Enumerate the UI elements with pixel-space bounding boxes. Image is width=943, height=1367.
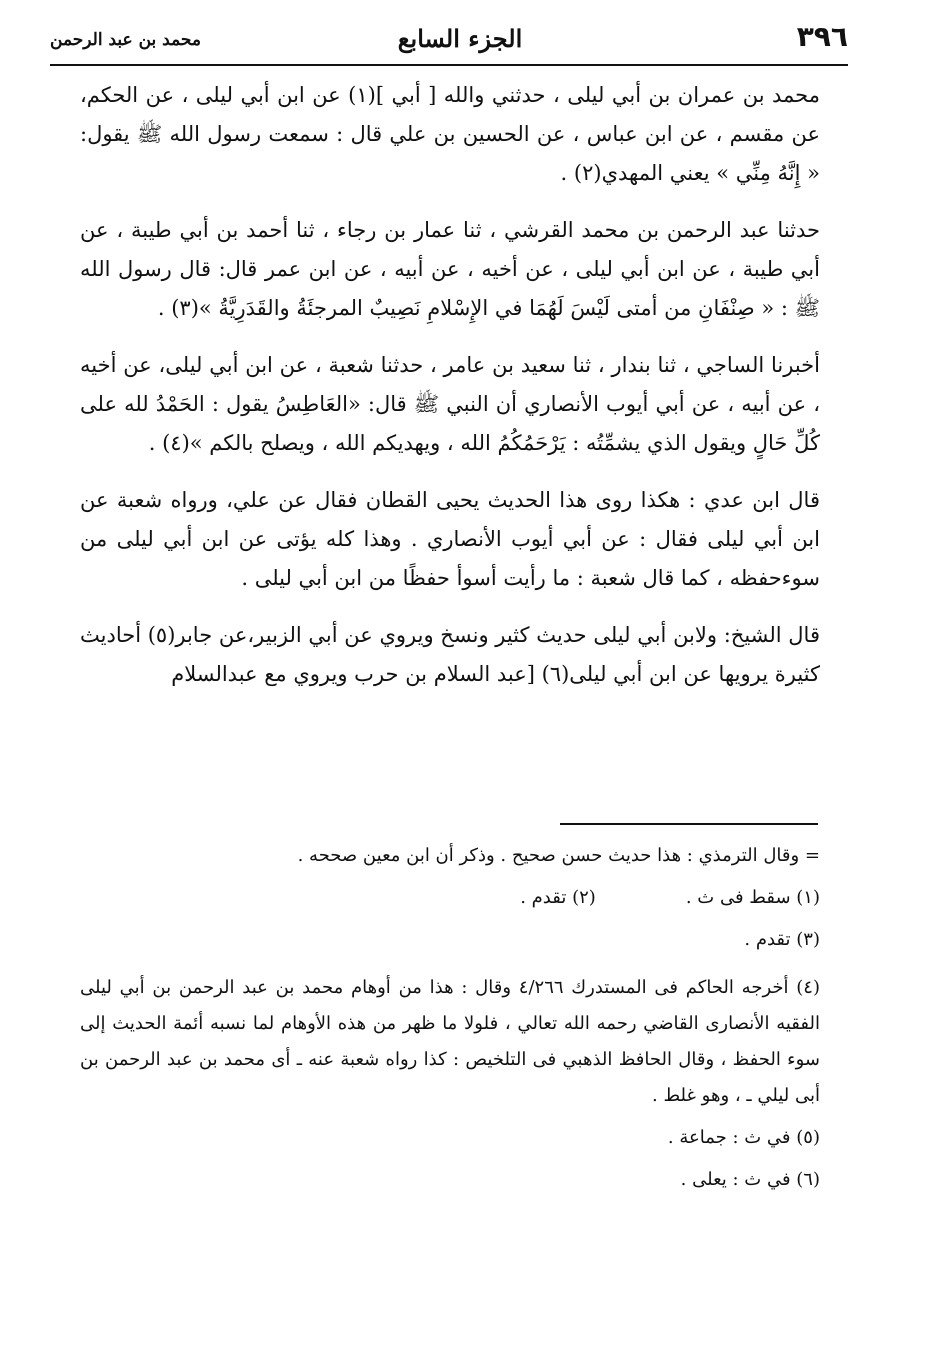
volume-title: الجزء السابع: [397, 24, 523, 53]
paragraph: قال ابن عدي : هكذا روى هذا الحديث يحيى القطان فقال عن علي، ورواه شعبة عن ابن أبي ليلى فقال : عن أبي أيوب الأنصاري . وهذا كله يؤتى عن ابن أبي ليلى من سوءحفظه ، كما قال شعبة : ما رأيت أسوأ حفظًا من ابن أبي ليلى .: [80, 488, 820, 590]
footnote-2: (٢) تقدم .: [520, 887, 596, 908]
footnote-6: (٦) في ث : يعلى .: [680, 1169, 820, 1190]
footnote-continuation: = وقال الترمذي : هذا حديث حسن صحيح . وذكر أن ابن معين صححه .: [297, 845, 820, 866]
footnote-3: (٣) تقدم .: [744, 929, 820, 950]
main-text: [80, 76, 820, 712]
paragraph: حدثنا عبد الرحمن بن محمد القرشي ، ثنا عمار بن رجاء ، ثنا أحمد بن أبي طيبة ، عن أبي طيبة ، عن ابن أبي ليلى ، عن أخيه ، عن أبيه ، عن ابن عمر قال: قال رسول الله ﷺ : « صِنْفَانِ من أمتى لَيْسَ لَهُمَا في الإِسْلامِ نَصِيبٌ المرجئَةُ والقَدَرِيَّةُ »(٣) .: [80, 218, 820, 320]
paragraph: أخبرنا الساجي ، ثنا بندار ، ثنا سعيد بن عامر ، حدثنا شعبة ، عن ابن أبي ليلى، عن أخيه ، عن أبيه ، عن أبي أيوب الأنصاري أن النبي ﷺ قال: «العَاطِسُ يقول : الحَمْدُ لله على كُلِّ حَالٍ ويقول الذي يشمِّتُه : يَرْحَمُكُمُ الله ، ويهديكم الله ، ويصلح بالكم »(٤) .: [80, 353, 820, 455]
footnotes: [80, 838, 820, 1204]
running-title: محمد بن عبد الرحمن: [50, 30, 202, 50]
paragraph: قال الشيخ: ولابن أبي ليلى حديث كثير ونسخ ويروي عن أبي الزبير،عن جابر(٥) أحاديث كثيرة يرويها عن ابن أبي ليلى(٦) [عبد السلام بن حرب ويروي مع عبدالسلام: [80, 623, 820, 686]
footnote-1: (١) سقط فى ث .: [685, 887, 820, 908]
footnote-row: [80, 880, 820, 916]
page-header: [50, 18, 848, 66]
page-number: ٣٩٦: [796, 20, 848, 53]
footnote-4: (٤) أخرجه الحاكم فى المستدرك ٤/٢٦٦ وقال : هذا من أوهام محمد بن عبد الرحمن بن أبي ليلى الفقيه الأنصارى القاضي رحمه الله تعالي ، فلولا ما ظهر من هذه الأوهام لما نسبه أئمة الحديث إلى سوء الحفظ ، وقال الحافظ الذهبي فى التلخيص : كذا رواه شعبة عنه ـ أى محمد بن عبد الرحمن بن أبى ليلي ـ ، وهو غلط .: [80, 977, 820, 1106]
footnote-separator: [560, 823, 818, 825]
paragraph: محمد بن عمران بن أبي ليلى ، حدثني والله [ أبي ](١) عن ابن أبي ليلى ، عن الحكم، عن مقسم ، عن ابن عباس ، عن الحسين بن علي قال : سمعت رسول الله ﷺ يقول: « إِنَّهُ مِنِّي » يعني المهدي(٢) .: [80, 83, 820, 185]
footnote-5: (٥) في ث : جماعة .: [667, 1127, 820, 1148]
